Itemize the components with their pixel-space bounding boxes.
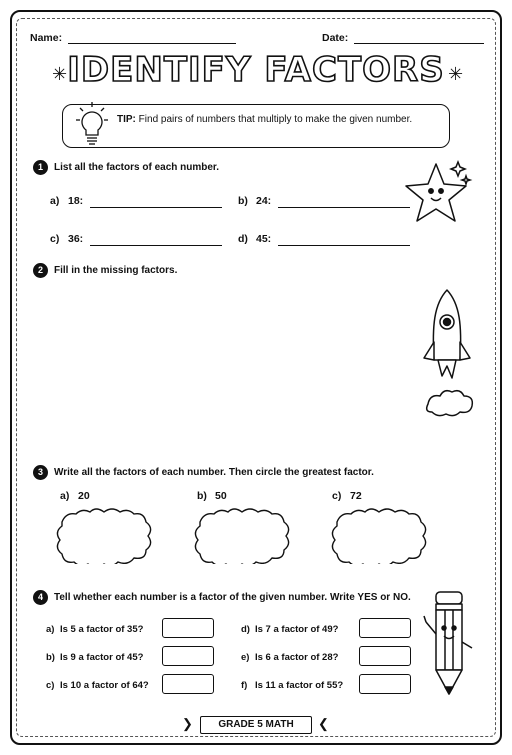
footer-right-arrow-icon: ❮ xyxy=(318,716,329,731)
answer-cloud-a[interactable] xyxy=(50,508,160,564)
s1-label-d: d) xyxy=(238,233,248,245)
section2-number: 2 xyxy=(33,263,48,278)
s4-text-b: Is 9 a factor of 45? xyxy=(60,652,144,663)
section4-number: 4 xyxy=(33,590,48,605)
s4-text-c: Is 10 a factor of 64? xyxy=(60,680,149,691)
date-field[interactable] xyxy=(354,43,484,44)
s3-label-b: b) xyxy=(197,490,207,502)
smiling-star-icon xyxy=(398,156,478,226)
s4-text-e: Is 6 a factor of 28? xyxy=(255,652,339,663)
s1-value-b: 24: xyxy=(256,195,272,207)
s1-label-c: c) xyxy=(50,233,60,245)
tip-label: TIP: xyxy=(117,114,136,125)
s3-value-c: 72 xyxy=(350,490,362,502)
s4-text-d: Is 7 a factor of 49? xyxy=(255,624,339,635)
s3-label-a: a) xyxy=(60,490,70,502)
s1-value-a: 18: xyxy=(68,195,84,207)
s1-answer-line-c[interactable] xyxy=(90,245,222,246)
s4-text-f: Is 11 a factor of 55? xyxy=(255,680,344,691)
s4-answer-c[interactable] xyxy=(162,674,214,694)
s4-answer-d[interactable] xyxy=(359,618,411,638)
section3-number: 3 xyxy=(33,465,48,480)
s3-value-a: 20 xyxy=(78,490,90,502)
s4-text-a: Is 5 a factor of 35? xyxy=(60,624,144,635)
name-label: Name: xyxy=(30,32,63,44)
tip-body: Find pairs of numbers that multiply to make the given number. xyxy=(138,114,413,125)
section3-instruction: Write all the factors of each number. Then circle the greatest factor. xyxy=(54,467,374,478)
s4-answer-e[interactable] xyxy=(359,646,411,666)
pencil-character-icon xyxy=(420,582,478,702)
rocket-icon xyxy=(414,286,480,430)
s4-label-a: a) xyxy=(46,624,55,635)
answer-cloud-c[interactable] xyxy=(325,508,435,564)
sparkle-right-icon: ✳ xyxy=(448,64,464,84)
lightbulb-icon xyxy=(74,100,110,150)
tip-box xyxy=(62,104,450,148)
date-label: Date: xyxy=(322,32,349,44)
s1-label-a: a) xyxy=(50,195,60,207)
section1-instruction: List all the factors of each number. xyxy=(54,162,220,173)
s4-label-e: e) xyxy=(241,652,250,663)
s4-answer-b[interactable] xyxy=(162,646,214,666)
s1-label-b: b) xyxy=(238,195,248,207)
answer-cloud-b[interactable] xyxy=(188,508,298,564)
section1-number: 1 xyxy=(33,160,48,175)
s4-label-c: c) xyxy=(46,680,55,691)
s4-answer-a[interactable] xyxy=(162,618,214,638)
s1-value-d: 45: xyxy=(256,233,272,245)
s4-label-f: f) xyxy=(241,680,248,691)
section4-instruction: Tell whether each number is a factor of the given number. Write YES or NO. xyxy=(54,592,411,603)
s3-value-b: 50 xyxy=(215,490,227,502)
s1-answer-line-b[interactable] xyxy=(278,207,410,208)
s4-label-d: d) xyxy=(241,624,250,635)
section2-instruction: Fill in the missing factors. xyxy=(54,265,178,276)
tip-text xyxy=(117,113,437,126)
sparkle-left-icon: ✳ xyxy=(52,64,68,84)
footer-left-arrow-icon: ❯ xyxy=(182,716,193,731)
name-field[interactable] xyxy=(68,43,236,44)
page-title: IDENTIFY FACTORS xyxy=(67,50,445,90)
s3-label-c: c) xyxy=(332,490,342,502)
s4-label-b: b) xyxy=(46,652,55,663)
s1-value-c: 36: xyxy=(68,233,84,245)
s4-answer-f[interactable] xyxy=(359,674,411,694)
s1-answer-line-d[interactable] xyxy=(278,245,410,246)
s1-answer-line-a[interactable] xyxy=(90,207,222,208)
grade-label: GRADE 5 MATH xyxy=(200,716,312,734)
